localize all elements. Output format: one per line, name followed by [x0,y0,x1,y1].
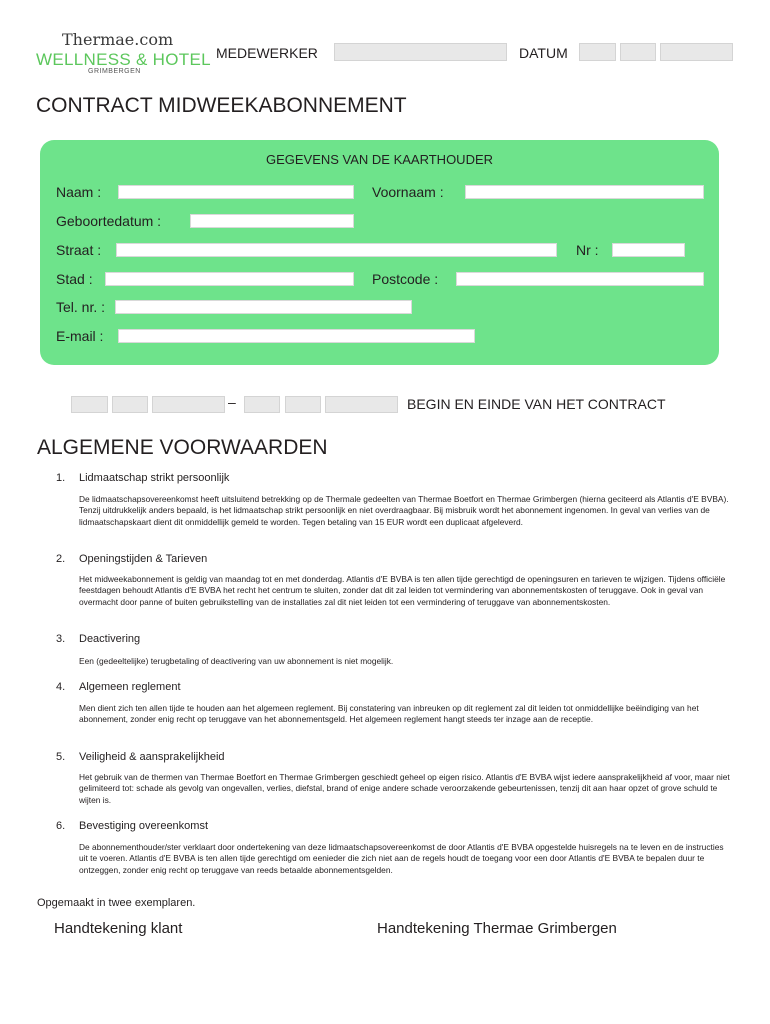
logo-subtitle: WELLNESS & HOTEL [36,50,211,69]
start-day-field[interactable] [71,396,108,413]
firstname-field[interactable] [465,185,704,199]
condition-title: Veiligheid & aansprakelijkheid [79,751,225,763]
name-field[interactable] [118,185,354,199]
condition-title: Deactivering [79,633,141,645]
condition-title: Openingstijden & Tarieven [79,553,208,565]
end-month-field[interactable] [285,396,321,413]
cardholder-heading: GEGEVENS VAN DE KAARTHOUDER [265,152,494,167]
start-year-field[interactable] [152,396,225,413]
page-title: CONTRACT MIDWEEKABONNEMENT [36,94,407,117]
date-day-field[interactable] [579,43,616,61]
company-signature-label: Handtekening Thermae Grimbergen [377,920,617,937]
logo-brand: Thermae.com [62,30,174,49]
birthdate-field[interactable] [190,214,354,228]
condition-number: 4. [56,681,66,693]
condition-title: Lidmaatschap strikt persoonlijk [79,472,230,484]
phone-label: Tel. nr. : [56,299,106,315]
date-year-field[interactable] [660,43,733,61]
conditions-heading: ALGEMENE VOORWAARDEN [37,436,328,459]
city-label: Stad : [56,271,93,287]
start-month-field[interactable] [112,396,148,413]
condition-title: Algemeen reglement [79,681,181,693]
condition-text: Het gebruik van de thermen van Thermae Boetfort en Thermae Grimbergen geschiedt geheel op eigen risico. Atlantis d'E BVBA wijst iedere aansprakelijkheid af voor, maar niet gelimiteerd tot: schade als gevolg van ongevallen, verlies, diefstal, brand of enige andere schade veroorzakende gebeurtenissen, tenzij dit aan haar opzet of grove schuld te wijten is. [79,772,730,805]
condition-text: Men dient zich ten allen tijde te houden aan het algemeen reglement. Bij constatering van inbreuken op dit reglement zal dit leiden tot onmiddellijke beëindiging van het abonnement, zonder enig recht op teruggave van het abonnementsgeld. Het algemeen reglement hangt steeds ter inzage aan de receptie. [79,703,699,725]
client-signature-label: Handtekening klant [54,920,183,937]
name-label: Naam : [56,184,102,200]
email-label: E-mail : [56,328,104,344]
date-month-field[interactable] [620,43,656,61]
condition-number: 2. [56,553,66,565]
contract-period-label: BEGIN EN EINDE VAN HET CONTRACT [407,396,666,412]
phone-field[interactable] [115,300,412,314]
condition-text: De lidmaatschapsovereenkomst heeft uitsluitend betrekking op de Thermale gedeelten van Thermae Boetfort en Thermae Grimbergen (hierna geciteerd als Atlantis d'E BVBA). Tenzij uitdrukkelijk anders bepaald, is het lidmaatschap strikt persoonlijk en niet overdraagbaar. Bij misbruik wordt het abonnement ingenomen. In geval van verlies van de lidmaatschapskaart dient dit onmiddellijk gemeld te worden. Tegen betaling van 15 EUR wordt een duplicaat afgeleverd. [79,494,729,527]
birthdate-label: Geboortedatum : [56,213,162,229]
employee-label: MEDEWERKER [216,45,318,61]
street-field[interactable] [116,243,557,257]
condition-text: De abonnementhouder/ster verklaart door ondertekening van deze lidmaatschapsovereenkomst de door Atlantis d'E BVBA opgestelde huisregels na te leven en de instructies uit te voeren. Atlantis d'E BVBA is ten allen tijde gerechtigd om eenieder die zich niet aan de regels houdt de toegang voor een door Atlantis d'E BVBA te bepalen duur te ontzeggen, zonder enig recht op teruggave van reeds betaalde abonnementsgelden. [79,842,724,875]
email-field[interactable] [118,329,475,343]
postcode-field[interactable] [456,272,704,286]
condition-text: Het midweekabonnement is geldig van maandag tot en met donderdag. Atlantis d'E BVBA is ten allen tijde gerechtigd de openingsuren en tarieven te wijzigen. Tijdens officiële feestdagen behoudt Atlantis d'E BVBA het recht het centrum te sluiten, zonder dat dit zal leiden tot vermindering van abonnementskosten of teruggave. Ook in geval van overmacht door panne of buiten gebruikstelling van de installaties zal dit niet leiden tot een vermindering of teruggave van abonnementskosten. [79,574,726,607]
number-field[interactable] [612,243,685,257]
street-label: Straat : [56,242,102,258]
copies-note: Opgemaakt in twee exemplaren. [37,897,196,909]
firstname-label: Voornaam : [372,184,444,200]
condition-number: 1. [56,472,66,484]
city-field[interactable] [105,272,354,286]
date-label: DATUM [519,45,568,61]
condition-number: 3. [56,633,66,645]
end-year-field[interactable] [325,396,398,413]
number-label: Nr : [576,242,599,258]
condition-title: Bevestiging overeenkomst [79,820,209,832]
postcode-label: Postcode : [372,271,439,287]
period-separator: – [228,394,236,410]
condition-text: Een (gedeeltelijke) terugbetaling of deactivering van uw abonnement is niet mogelijk. [79,656,394,666]
employee-field[interactable] [334,43,507,61]
end-day-field[interactable] [244,396,280,413]
logo-location: GRIMBERGEN [88,68,141,75]
condition-number: 6. [56,820,66,832]
condition-number: 5. [56,751,66,763]
